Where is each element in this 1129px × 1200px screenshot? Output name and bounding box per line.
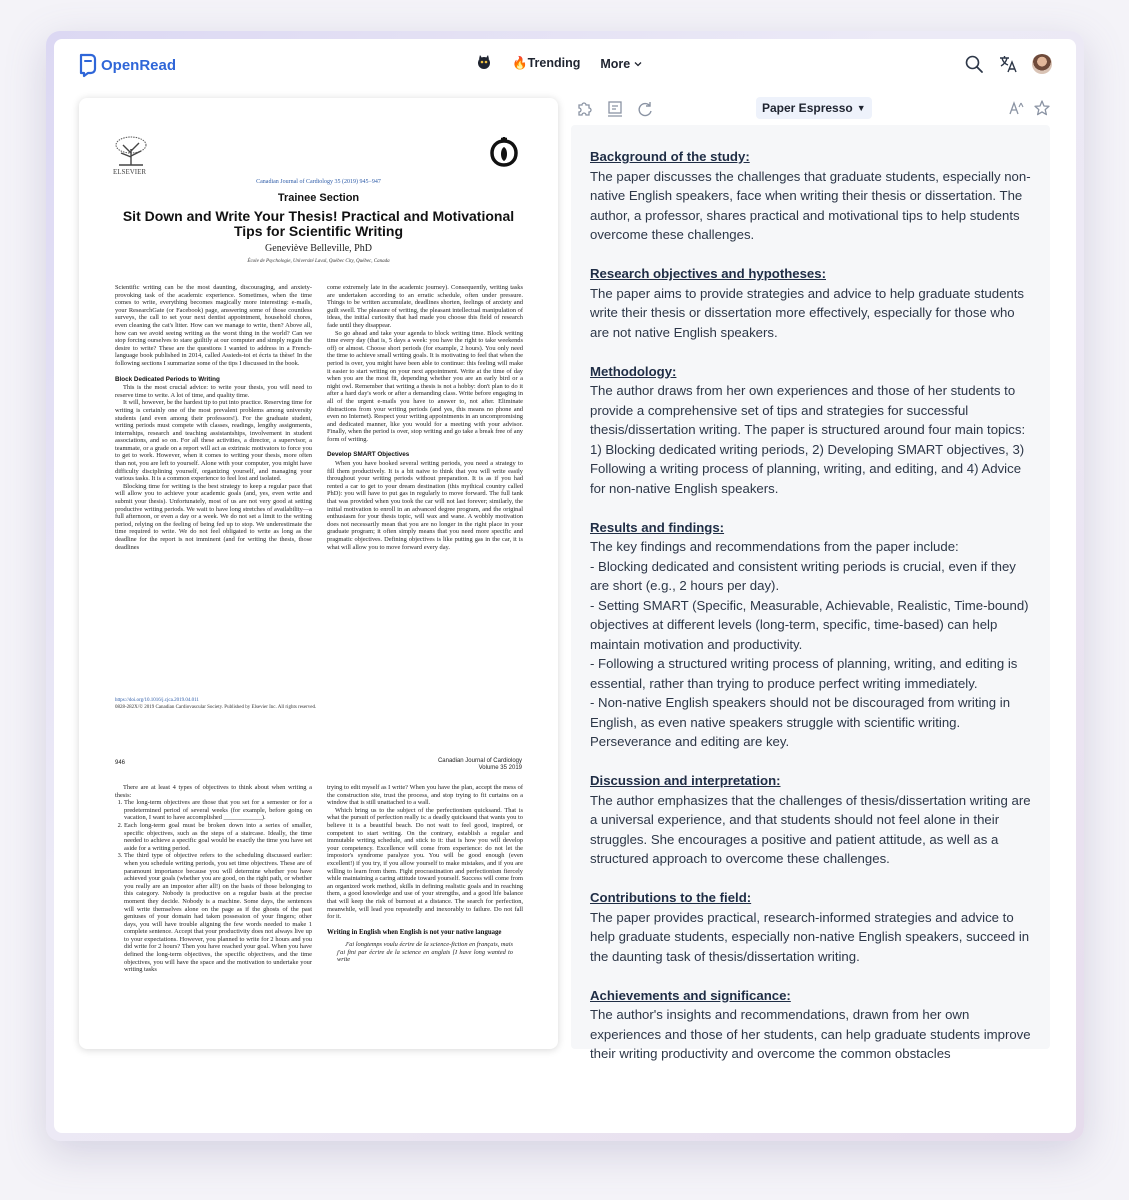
list-item: 1. The long-term objectives are those that you set for a semester or for a predetermined period of several weeks (for example, before going on vacation, I want to have accomplished ____________). [124, 799, 312, 822]
paper-title: Sit Down and Write Your Thesis! Practical and Motivational Tips for Scientific Writing [122, 208, 515, 239]
pdf-viewer[interactable] [79, 98, 558, 1049]
summary-heading: Results and findings: [590, 519, 725, 535]
chevron-down-icon [633, 59, 643, 69]
page1-left-column [115, 284, 312, 689]
summary-heading: Research objectives and hypotheses: [590, 266, 826, 281]
summary-mode-label: Paper Espresso [762, 101, 853, 115]
toolbar-left-icons [575, 99, 655, 119]
summary-heading: Achievements and significance: [590, 987, 791, 1003]
block-periods-heading: Block Dedicated Periods to Writing [115, 375, 220, 383]
summary-body: The author emphasizes that the challenges of thesis/dissertation writing are a universal experience, and that students should not feel alone in their struggles. She encourages a positive and patient attitude, as well as a structured approach to overcome these challenges. [590, 792, 1031, 866]
logo-text: OpenRead [101, 56, 177, 74]
paragraph: So go ahead and take your agenda to block writing time. Block writing time every day (that is, 5 days a week: you have the right to take weekends off) or almost. Choose short periods (for example, 2 hours). You only need the time to achieve small writing goals. It is motivating to feel that when the period is over, you might have been able to continue: this feeling will make it easier to start writing on your next appointment. Write at the time of day when you are the most fit, depending whether you are an early bird or a night owl. Remember that writing a thesis is not a hobby: don't plan to do it after a hard day's work or after a demanding class. Write before engaging in all of the urgent e-mails you have to answer to, not after. Eliminate distractions from your writing periods (and yes, this means no phone and even no Internet). Respect your writing appointments in an uncompromising and dedicated manner, like you would for a meeting with your advisor. Finally, when the period is over, stop writing and go take a break free of any form of writing. [327, 329, 523, 443]
translate-icon[interactable] [998, 54, 1018, 74]
nav-more[interactable] [600, 57, 643, 71]
quote-paragraph: J'ai longtemps voulu écrire de la science-fiction en français, mais j'ai fini par écrire de la science en anglais [I have long wanted to write [337, 941, 513, 964]
summary-body: The author's insights and recommendations, drawn from her own experiences and those of her students, can help graduate students improve their writing productivity and overcome the common obstacles [590, 1007, 1031, 1061]
english-heading: Writing in English when English is not your native language [327, 928, 502, 936]
top-nav [476, 54, 643, 73]
section-title: Trainee Section [277, 192, 360, 204]
summary-body: The paper discusses the challenges that graduate students, especially non-native English speakers, face when writing their thesis or dissertation. The author, a professor, shares practical and motivational tips to help students overcome these challenges. [590, 168, 1031, 242]
copyright-line: 0828-282X/© 2019 Canadian Cardiovascular Society. Published by Elsevier Inc. All rights reserved. [115, 705, 317, 710]
doi-link[interactable]: https://doi.org/10.1016/j.cjca.2019.04.011 [115, 698, 199, 703]
notes-icon[interactable] [605, 99, 625, 119]
paper-author: Geneviève Belleville, PhD [265, 243, 372, 254]
nav-trending[interactable] [512, 56, 580, 71]
list-item: 2. Each long-term goal must be broken down into a series of smaller, specific objectives, such as the steps of a staircase. Ideally, the time needed to achieve a specific goal would be exactly the time you have set aside for a writing period. [124, 822, 312, 852]
paragraph: When you have booked several writing periods, you need a strategy to fill them productively. It is a bit naive to think that you will write easily throughout your writing periods without preparation. It is as if you had rented a car to get to your dream destination (this mythical country called PhD): you will have to put gas in regularly to move forward. The full tank that was provided when you took the car will not last forever; similarly, the initial motivation to enroll in an advanced degree program, and the original enthusiasm for your thesis topic, will wax and wane. A wobbly motivation does not necessarily mean that you are no longer in the right place in your graduate program; it often simply means that you need more specific and pragmatic objectives. Defining objectives is like putting gas in the car, it is what will allow you to move forward every day. [327, 460, 523, 551]
elsevier-tree-logo [113, 135, 149, 167]
summary-heading: Background of the study: [590, 149, 750, 164]
paragraph: There are at least 4 types of objectives to think about when writing a thesis: [115, 784, 312, 799]
paragraph: come extremely late in the academic journey). Consequently, writing tasks are undertaken according to an erratic schedule, often under pressure. Things to be written accumulate, deadlines shorten, feelings of anxiety and guilt swell. The pleasure of writing, the pleasant intellectual manipulation of ideas, the initial curiosity that had made you choose this field of research fade until they disappear. [327, 284, 523, 329]
page2-right-column [327, 784, 523, 1049]
summary-section [590, 147, 1032, 245]
header-actions [964, 54, 1052, 74]
mascot-icon[interactable] [476, 54, 492, 73]
summary-section [590, 264, 1032, 342]
list-item: 3. The third type of objective refers to the scheduling discussed earlier: when you schedule writing periods, you set time objectives. These are of paramount importance because you will determine whether you have achieved your goals (whether you are good, on the right path, or whether you really are an impostor after all!) on the basis of those belonging to this category. Nobody is productive on a regular basis at the precise moment they decide. Nobody is a machine. Some days, the sentences will write themselves alone on the page as if the ghosts of the past geniuses of your domain had taken possession of your fingers; other days, you will have trouble aligning the few words needed to make 1 complete sentence. Accept that your productivity does not always live up to your expectations. However, you planned to write for 2 hours and you did write for 2 hours? Then you have reached your goal. When you have defined the long-term objectives, the specific objectives, and the time objectives, you will have the space and the motivation to undertake your writing tasks [124, 852, 312, 974]
page1-right-column [327, 284, 523, 689]
text-size-icon[interactable] [1007, 99, 1025, 117]
paragraph: Which bring us to the subject of the perfectionism quicksand. That is what the pursuit of perfection really is: a deadly quicksand that wants you to believe it is a beautiful beach. Do not wait to feel good, inspired, or competent to start writing. On the contrary, establish a regular and immutable writing schedule, and stick to it: that is how you will develop your competency. Excellence will come from experience: do not let the impostor's syndrome paralyze you. You will be good enough (even excellent!) if you try, if you allow yourself to make mistakes, and if you are willing to learn from them. Fight procrastination and perfectionism fiercely while maintaining a caring attitude toward yourself. Success will come from an organized work method, skills in defining realistic goals and in reaching them, a good knowledge and use of your strengths, and a good life balance that will keep the risk of burnout at a distance. The search for perfection, meanwhile, will lead you repeatedly and inexorably to failure. Do not fall for it. [327, 806, 523, 921]
summary-mode-select[interactable] [756, 97, 872, 119]
summary-body: The author draws from her own experiences and those of her students to provide a comprehensive set of tips and strategies for successful thesis/dissertation writing. The paper is structured around four main topics: 1) Blocking dedicated writing periods, 2) Developing SMART objectives, 3) Following a writing process of planning, writing, and editing, and 4) Advice for non-native English speakers. [590, 383, 1026, 496]
page-number: 946 [115, 760, 126, 766]
openread-logo-icon [78, 53, 98, 77]
paragraph: Blocking time for writing is the best strategy to keep a regular pace that will allow you to achieve your academic goals (and, yes, even write and submit your thesis). Unfortunately, most of us are not very good at setting productive writing periods. We wait to have long stretches of availability—a full afternoon, or even a day or a week. We do not set a limit to the writing period, relying on the feeling of being fed up to stop. We underestimate the time required to write. We do not feel obligated to write as long as the deadline for the report is not imminent (and for writing the thesis, those deadlines [115, 482, 312, 551]
journal-head: Canadian Journal of Cardiology [437, 758, 522, 764]
journal-line: Canadian Journal of Cardiology 35 (2019) 945−947 [256, 179, 381, 185]
publisher-name: ELSEVIER [113, 168, 147, 176]
paragraph: It will, however, be the hardest tip to put into practice. Reserving time for writing is certainly one of the most prevalent problems among university students (and even among their professors!). For the graduate student, writing periods must compete with classes, readings, lengthy assignments, internships, research and teaching assistantships, involvement in student associations, and so on. For all these activities, a director, a supervisor, a teammate, or a grade on a report will act as extrinsic motivators to force you to get to work. However, when it comes to writing your thesis, more often than not, you are left to yourself. Alone with your computer, you might have difficulty disciplining yourself, organizing yourself, and managing your various tasks. It is a common experience to feel lost and isolated. [115, 399, 312, 483]
summary-heading: Contributions to the field: [590, 890, 752, 905]
summary-section [590, 986, 1032, 1064]
toolbar-right-icons [1007, 99, 1051, 117]
app-window [54, 39, 1076, 1133]
refresh-icon[interactable] [635, 99, 655, 119]
smart-objectives-heading: Develop SMART Objectives [327, 451, 410, 459]
journal-volume: Volume 35 2019 [478, 765, 522, 771]
paragraph: trying to edit myself as I write? When you have the plan, accept the mess of the construction site, trust the process, and stop trying to fit curtains on a window that is still unattached to a wall. [327, 784, 523, 807]
page2-left-column [115, 784, 312, 1049]
summary-body: The paper aims to provide strategies and advice to help graduate students write their thesis or dissertation more effectively, especially for those who are not native English speakers. [590, 285, 1024, 340]
journal-emblem-icon [486, 135, 522, 171]
summary-heading: Methodology: [590, 363, 677, 379]
nav-trending-label: 🔥Trending [512, 56, 581, 70]
running-head [438, 758, 522, 772]
star-icon[interactable] [1033, 99, 1051, 117]
summary-heading: Discussion and interpretation: [590, 773, 781, 788]
summary-section [590, 888, 1032, 966]
summary-body: The key findings and recommendations from the paper include: - Blocking dedicated and consistent writing periods is crucial, even if they are short (e.g., 2 hours per day). - Setting SMART (Specific, Measurable, Achievable, Realistic, Time-bound) objectives at different levels (long-term, specific, time-based) can help maintain motivation and productivity. - Following a structured writing process of planning, writing, and editing is essential, rather than trying to produce perfect writing immediately. - Non-native English speakers should not be discouraged from writing in English, as even native speakers struggle with scientific writing. Perseverance and editing are key. [590, 539, 1029, 749]
search-icon[interactable] [964, 54, 984, 74]
pdf-page-2 [79, 750, 558, 1060]
user-avatar[interactable] [1032, 54, 1052, 74]
summary-section [590, 771, 1032, 869]
top-header [54, 39, 1076, 97]
pdf-page-1 [79, 98, 558, 718]
summary-toolbar [575, 97, 1051, 121]
summary-body: The paper provides practical, research-informed strategies and advice to help graduate students, especially non-native English speakers, succeed in the daunting task of thesis/dissertation writing. [590, 909, 1030, 964]
puzzle-icon[interactable] [575, 99, 595, 119]
nav-more-label: More [600, 56, 631, 71]
paragraph: This is the most crucial advice: to write your thesis, you will need to reserve time to write. A lot of time, and quality time. [115, 384, 312, 399]
caret-down-icon: ▼ [856, 103, 866, 113]
objectives-list [115, 799, 312, 974]
paper-affiliation: École de Psychologie, Université Laval, Québec City, Québec, Canada [247, 259, 390, 264]
openread-logo[interactable] [78, 53, 176, 77]
intro-paragraph: Scientific writing can be the most daunting, discouraging, and anxiety-provoking task of the academic experience. Sometimes, when the time comes to write, everything becomes magically more interesting: e-mails, your ResearchGate (or Facebook) page, answering some of those countless surveys, the call to set your next dentist appointment, household chores, even cleaning the cat's litter. How can we manage to write, then? Above all, how can we avoid seeing writing as the worst thing in the world? Can we stop forcing ourselves to stare guiltily at our computer and simply regain the desire to write? These are the questions I wanted to address in a French-language book published in 2014, called Assieds-toi et écris ta thèse! In the following sections I summarize some of the tips I discussed in the book. [115, 284, 312, 367]
summary-section [590, 362, 1032, 499]
summary-panel[interactable] [571, 125, 1050, 1061]
summary-section [590, 518, 1032, 752]
